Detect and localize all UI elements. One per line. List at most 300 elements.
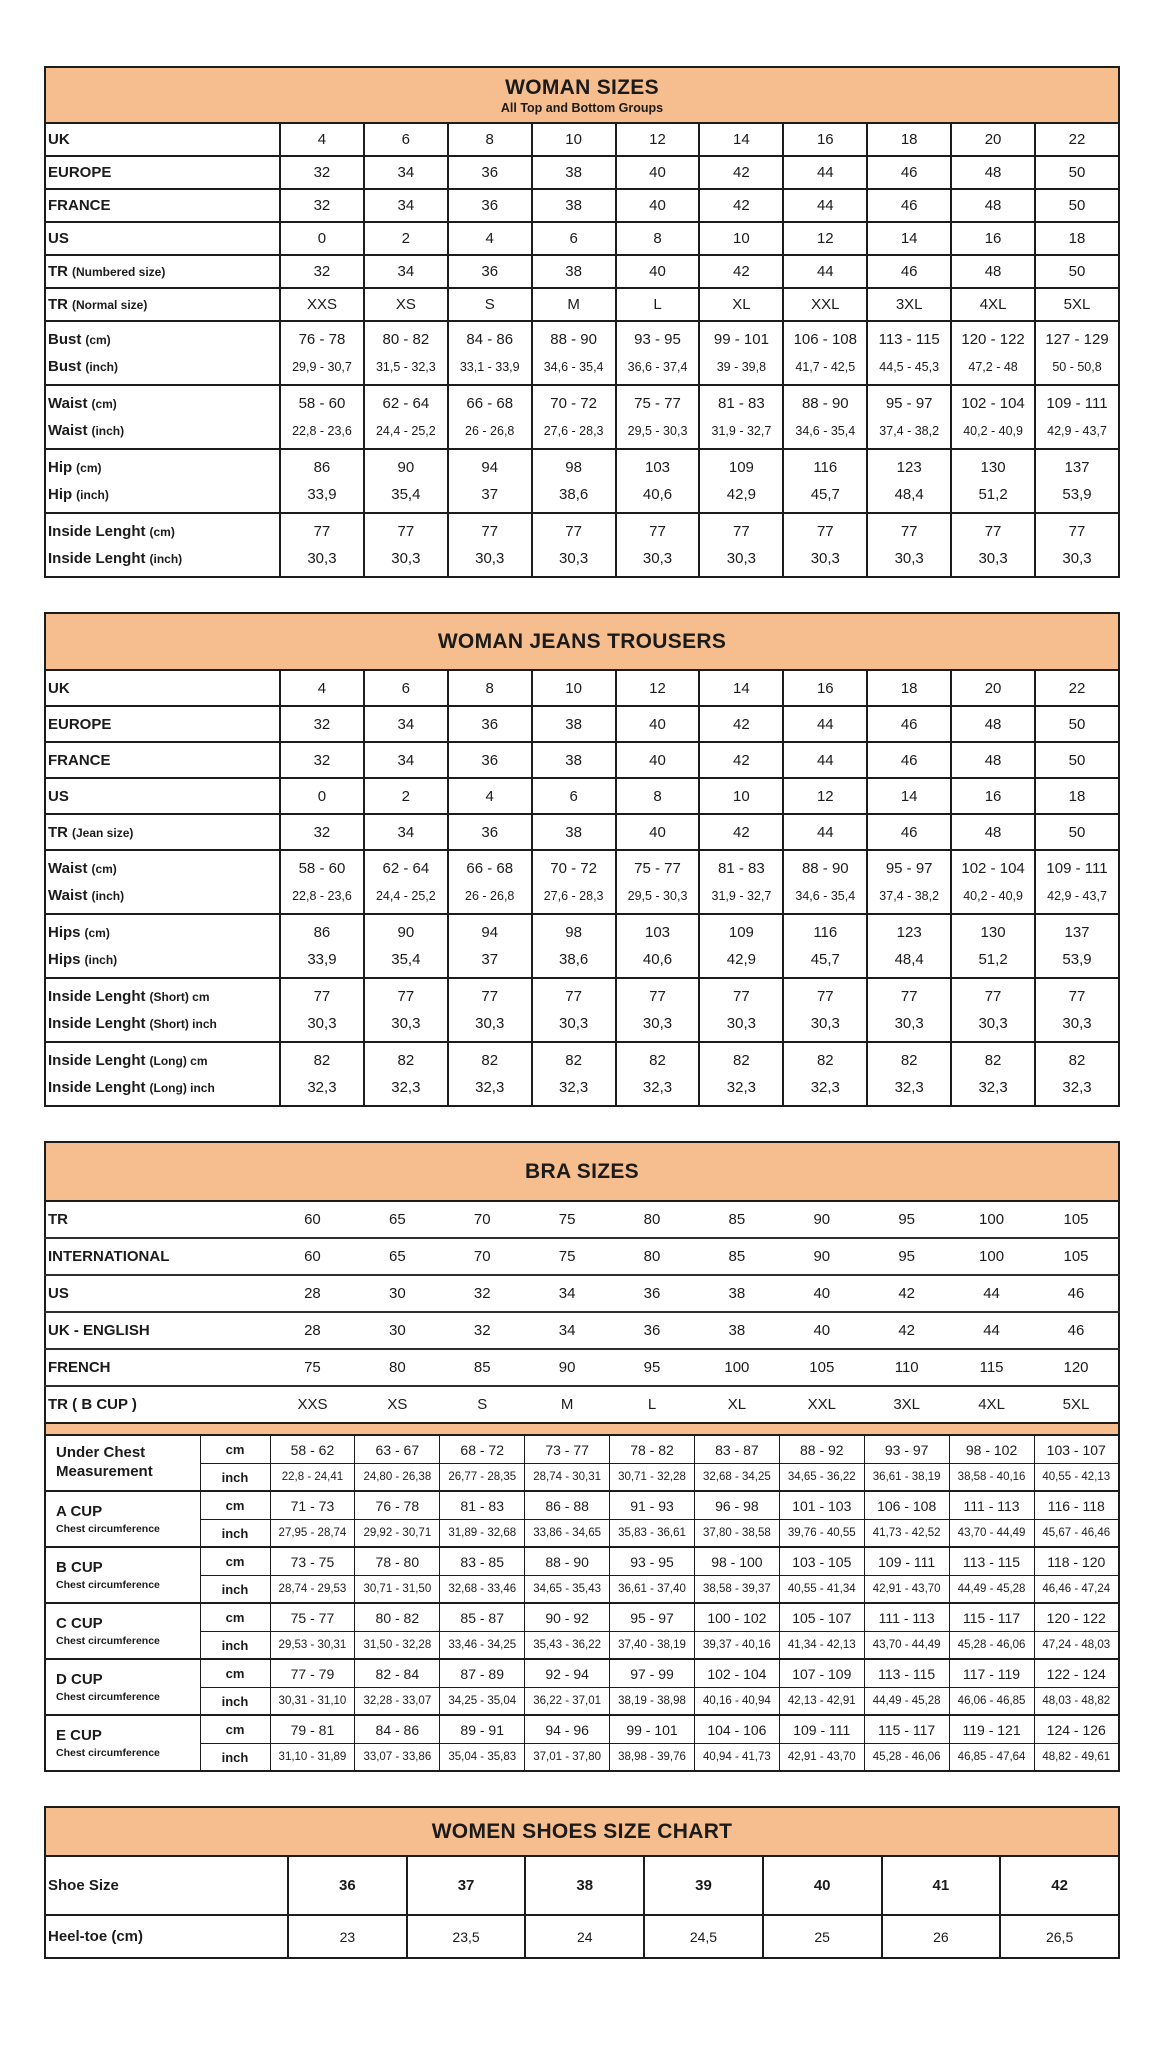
size-value: 42,91 - 43,70 — [864, 1576, 949, 1604]
size-value: 44 — [783, 156, 867, 189]
row-label — [45, 123, 280, 156]
size-value: 27,6 - 28,3 — [532, 417, 616, 449]
size-value: 32,3 — [280, 1074, 364, 1106]
size-value: 77 — [364, 978, 448, 1010]
size-value: 98 - 100 — [694, 1547, 779, 1576]
row-label-note: (inch) — [91, 424, 125, 438]
row-label-text: TR — [48, 1211, 68, 1228]
size-value: 89 - 91 — [440, 1715, 525, 1744]
size-value: 25 — [763, 1915, 882, 1958]
row-label — [45, 1312, 270, 1349]
size-value: 32 — [280, 189, 364, 222]
size-value: 32 — [280, 814, 364, 850]
size-value: 93 - 95 — [610, 1547, 695, 1576]
size-value: 115 - 117 — [864, 1715, 949, 1744]
size-value: 38 — [532, 742, 616, 778]
woman-sizes-grid — [44, 122, 1120, 578]
size-value: 44,5 - 45,3 — [867, 353, 951, 385]
size-value: 31,9 - 32,7 — [699, 882, 783, 914]
table-row — [45, 1042, 1119, 1074]
size-value: XS — [387, 1396, 408, 1413]
table-row — [45, 1915, 1119, 1958]
size-value: 58 - 60 — [280, 850, 364, 882]
size-value: 36,6 - 37,4 — [616, 353, 700, 385]
size-value: 30,3 — [280, 545, 364, 577]
table-row — [45, 706, 1119, 742]
size-value: 75 - 77 — [616, 850, 700, 882]
size-value: 65 — [388, 1211, 406, 1228]
table-row — [45, 882, 1119, 914]
size-value: 31,10 - 31,89 — [270, 1744, 355, 1772]
women-shoes-size-chart-table — [44, 1806, 1120, 1959]
size-value: 86 — [280, 449, 364, 481]
cup-label-sublabel: Chest circumference — [56, 1578, 160, 1591]
size-value: 30,3 — [364, 545, 448, 577]
size-value: XS — [364, 288, 448, 321]
size-value: 116 — [783, 914, 867, 946]
size-value: 42 — [699, 189, 783, 222]
woman-sizes-header — [44, 66, 1120, 122]
size-value: 40 — [616, 156, 700, 189]
size-value: 20 — [951, 123, 1035, 156]
size-value: 109 — [699, 914, 783, 946]
size-value: 30,3 — [783, 545, 867, 577]
size-value: 43,70 - 44,49 — [949, 1520, 1034, 1548]
size-value: 77 — [280, 978, 364, 1010]
women-shoes-size-chart-header — [44, 1806, 1120, 1855]
size-value: 38 — [532, 156, 616, 189]
size-value: 29,9 - 30,7 — [280, 353, 364, 385]
size-value: 80 — [388, 1359, 406, 1376]
unit-label: inch — [200, 1576, 270, 1604]
size-value: 82 — [616, 1042, 700, 1074]
size-value: 116 — [783, 449, 867, 481]
size-value: 85 — [728, 1211, 746, 1228]
table-row — [45, 1744, 1119, 1772]
table-row — [45, 353, 1119, 385]
size-value: 26 - 26,8 — [448, 882, 532, 914]
size-value: 77 — [448, 978, 532, 1010]
size-value: 45,7 — [783, 946, 867, 978]
cup-label-text: A CUP — [56, 1503, 103, 1521]
size-value: S — [477, 1396, 488, 1413]
size-value: 124 - 126 — [1034, 1715, 1119, 1744]
cup-label-text: Under Chest Measurement — [56, 1444, 153, 1480]
size-value: 77 - 79 — [270, 1659, 355, 1688]
row-label-text: Inside Lenght — [48, 523, 146, 540]
size-value: 32 — [280, 156, 364, 189]
size-value: 36 — [448, 814, 532, 850]
row-label-note: (cm) — [84, 926, 110, 940]
size-value: 70 - 72 — [532, 850, 616, 882]
size-value: 99 - 101 — [699, 321, 783, 353]
size-value: 44 — [983, 1285, 1000, 1302]
size-value: 48 — [951, 706, 1035, 742]
table-row — [45, 1520, 1119, 1548]
size-value: 10 — [532, 670, 616, 706]
size-value: 30,3 — [616, 1010, 700, 1042]
table-row — [45, 742, 1119, 778]
size-value: 48 — [951, 255, 1035, 288]
size-value: 4XL — [978, 1396, 1005, 1413]
cup-label — [45, 1547, 200, 1603]
size-value: 36 — [643, 1285, 661, 1302]
size-value: 78 - 80 — [355, 1547, 440, 1576]
size-value: 77 — [616, 978, 700, 1010]
size-value: 12 — [616, 670, 700, 706]
size-value: 81 - 83 — [699, 385, 783, 417]
size-value: 77 — [699, 978, 783, 1010]
size-value: 94 — [448, 914, 532, 946]
table-row — [45, 1659, 1119, 1688]
row-label — [45, 742, 280, 778]
size-value: 4 — [280, 123, 364, 156]
size-value: 5XL — [1062, 1396, 1090, 1413]
size-value: 104 - 106 — [694, 1715, 779, 1744]
size-value: 127 - 129 — [1035, 321, 1119, 353]
row-label — [45, 353, 280, 385]
row-label — [45, 156, 280, 189]
size-value: 10 — [699, 778, 783, 814]
unit-label: inch — [200, 1688, 270, 1716]
unit-label: cm — [200, 1435, 270, 1464]
size-value: 34,6 - 35,4 — [532, 353, 616, 385]
size-value: 106 - 108 — [864, 1491, 949, 1520]
size-value: 46,85 - 47,64 — [949, 1744, 1034, 1772]
size-value: 50 - 50,8 — [1035, 353, 1119, 385]
size-value: 30,3 — [951, 1010, 1035, 1042]
size-value: 109 — [699, 449, 783, 481]
size-value: 88 - 90 — [532, 321, 616, 353]
size-value: 100 - 102 — [694, 1603, 779, 1632]
row-label — [45, 914, 280, 946]
size-value: 77 — [1035, 978, 1119, 1010]
size-value: 36,22 - 37,01 — [525, 1688, 610, 1716]
bra-sizes-grid — [44, 1200, 1120, 1772]
size-value: 48,4 — [867, 481, 951, 513]
size-value: 88 - 90 — [783, 850, 867, 882]
size-value: 6 — [364, 123, 448, 156]
size-value: 14 — [699, 670, 783, 706]
size-value: 30,3 — [364, 1010, 448, 1042]
size-value: 115 — [979, 1359, 1004, 1376]
size-value: 32,28 - 33,07 — [355, 1688, 440, 1716]
size-value: 109 - 111 — [779, 1715, 864, 1744]
size-value: 23 — [288, 1915, 407, 1958]
size-value: 40,16 - 40,94 — [694, 1688, 779, 1716]
size-value: 82 — [783, 1042, 867, 1074]
row-label — [45, 978, 280, 1010]
size-value: 31,9 - 32,7 — [699, 417, 783, 449]
size-value: M — [532, 288, 616, 321]
row-label — [45, 1275, 270, 1312]
women-shoes-size-chart-grid — [44, 1855, 1120, 1959]
size-value: 26,77 - 28,35 — [440, 1464, 525, 1492]
size-value: 84 - 86 — [448, 321, 532, 353]
size-value: 50 — [1035, 156, 1119, 189]
size-value: 38,98 - 39,76 — [610, 1744, 695, 1772]
size-value: 123 — [867, 449, 951, 481]
size-value: 120 — [1063, 1359, 1089, 1376]
size-value: 85 — [728, 1248, 746, 1265]
size-value: 92 - 94 — [525, 1659, 610, 1688]
size-value: 32,3 — [699, 1074, 783, 1106]
size-value: 44 — [783, 814, 867, 850]
size-value: 32,68 - 34,25 — [694, 1464, 779, 1492]
size-value: 102 - 104 — [951, 385, 1035, 417]
size-value: 14 — [699, 123, 783, 156]
size-value: 50 — [1035, 814, 1119, 850]
row-label-text: US — [48, 787, 69, 805]
size-value: 47,24 - 48,03 — [1034, 1632, 1119, 1660]
size-value: 3XL — [867, 288, 951, 321]
cup-label-sublabel: Chest circumference — [56, 1634, 160, 1647]
row-label-text: FRANCE — [48, 751, 111, 769]
size-value: 36 — [448, 706, 532, 742]
size-value: 33,1 - 33,9 — [448, 353, 532, 385]
size-value: 37 — [448, 946, 532, 978]
size-value: 40,55 - 41,34 — [779, 1576, 864, 1604]
size-value: 105 — [1063, 1248, 1089, 1265]
size-value: XXL — [807, 1396, 836, 1413]
unit-label: cm — [200, 1659, 270, 1688]
size-value: 50 — [1035, 706, 1119, 742]
table-row — [45, 481, 1119, 513]
table-row — [45, 1312, 1119, 1349]
size-value: 34 — [364, 156, 448, 189]
size-value: 46 — [867, 814, 951, 850]
woman-jeans-trousers-header — [44, 612, 1120, 669]
row-label — [45, 481, 280, 513]
size-value: 115 - 117 — [949, 1603, 1034, 1632]
size-value: 48 — [951, 189, 1035, 222]
size-value: 40 — [616, 814, 700, 850]
cup-label-text: D CUP — [56, 1671, 103, 1689]
size-value: 77 — [448, 513, 532, 545]
unit-label: inch — [200, 1520, 270, 1548]
size-value: 16 — [783, 670, 867, 706]
size-value: 80 — [643, 1211, 661, 1228]
size-value: 33,9 — [280, 946, 364, 978]
size-value: 50 — [1035, 742, 1119, 778]
size-value: 30,71 - 32,28 — [610, 1464, 695, 1492]
size-value: 6 — [532, 222, 616, 255]
size-value: 77 — [532, 513, 616, 545]
size-value: 77 — [951, 978, 1035, 1010]
size-value: 77 — [1035, 513, 1119, 545]
size-value: 42 — [1000, 1856, 1119, 1915]
size-value: 113 - 115 — [864, 1659, 949, 1688]
table-title: WOMAN SIZES — [505, 76, 659, 99]
size-value: 38 — [728, 1285, 746, 1302]
size-value: M — [560, 1396, 574, 1413]
row-label-text: TR — [48, 263, 68, 280]
size-value: 22 — [1035, 670, 1119, 706]
row-label-note: (Numbered size) — [72, 265, 166, 279]
row-label-text: Hip — [48, 459, 73, 476]
size-value: 82 - 84 — [355, 1659, 440, 1688]
size-value: 82 — [532, 1042, 616, 1074]
row-label — [45, 1238, 270, 1275]
size-value: 46 — [1067, 1322, 1085, 1339]
table-row — [45, 914, 1119, 946]
row-label-note: (Short) cm — [149, 990, 210, 1004]
row-label-note: (cm) — [91, 397, 117, 411]
size-value: 14 — [867, 778, 951, 814]
size-value: 42,9 — [699, 481, 783, 513]
size-value: 44,49 - 45,28 — [864, 1688, 949, 1716]
row-label — [45, 385, 280, 417]
size-value: 44 — [783, 706, 867, 742]
table-row — [45, 1386, 1119, 1423]
size-value: 98 - 102 — [949, 1435, 1034, 1464]
size-value: 40 — [616, 189, 700, 222]
table-row — [45, 1603, 1119, 1632]
size-value: S — [448, 288, 532, 321]
size-value: 39,37 - 40,16 — [694, 1632, 779, 1660]
size-value: 22 — [1035, 123, 1119, 156]
size-value: 22,8 - 23,6 — [280, 882, 364, 914]
size-value: 102 - 104 — [951, 850, 1035, 882]
size-value: 30,3 — [951, 545, 1035, 577]
size-value: 34 — [558, 1285, 576, 1302]
size-value: 111 - 113 — [864, 1603, 949, 1632]
size-value: 30,3 — [532, 1010, 616, 1042]
row-label — [45, 946, 280, 978]
size-value: 40,94 - 41,73 — [694, 1744, 779, 1772]
table-row — [45, 385, 1119, 417]
size-value: 97 - 99 — [610, 1659, 695, 1688]
size-value: 38 — [525, 1856, 644, 1915]
row-label-text: Waist — [48, 887, 88, 904]
unit-label: cm — [200, 1715, 270, 1744]
row-label-text: Waist — [48, 860, 88, 877]
size-value: 20 — [951, 670, 1035, 706]
size-value: 77 — [280, 513, 364, 545]
size-value: 42 — [699, 706, 783, 742]
row-label-text: Inside Lenght — [48, 988, 146, 1005]
size-value: 39 - 39,8 — [699, 353, 783, 385]
size-value: 93 - 97 — [864, 1435, 949, 1464]
size-value: 100 — [724, 1359, 750, 1376]
size-value: 44 — [983, 1322, 1000, 1339]
size-value: 40 — [763, 1856, 882, 1915]
cup-label-text: E CUP — [56, 1727, 102, 1745]
size-value: 94 — [448, 449, 532, 481]
table-row — [45, 288, 1119, 321]
size-value: 37,01 - 37,80 — [525, 1744, 610, 1772]
size-value: 42 — [699, 255, 783, 288]
row-label-text: Inside Lenght — [48, 550, 146, 567]
table-row — [45, 1349, 1119, 1386]
size-value: 42 — [898, 1322, 916, 1339]
size-value: 45,67 - 46,46 — [1034, 1520, 1119, 1548]
size-value: 36 — [643, 1322, 661, 1339]
size-value: 34,6 - 35,4 — [783, 417, 867, 449]
size-value: 32,3 — [867, 1074, 951, 1106]
size-value: 85 - 87 — [440, 1603, 525, 1632]
row-label — [45, 189, 280, 222]
size-value: 34,65 - 35,43 — [525, 1576, 610, 1604]
size-value: 101 - 103 — [779, 1491, 864, 1520]
size-value: 24,4 - 25,2 — [364, 417, 448, 449]
size-value: 42,9 — [699, 946, 783, 978]
size-value: 120 - 122 — [951, 321, 1035, 353]
size-value: 90 — [813, 1248, 831, 1265]
size-value: 51,2 — [951, 946, 1035, 978]
size-value: 75 — [558, 1211, 576, 1228]
size-value: 8 — [448, 123, 532, 156]
size-value: 35,4 — [364, 946, 448, 978]
table-row — [45, 321, 1119, 353]
size-value: 32 — [473, 1285, 491, 1302]
size-value: 38 — [728, 1322, 746, 1339]
size-value: 90 — [364, 914, 448, 946]
size-value: 34 — [364, 814, 448, 850]
size-value: 93 - 95 — [616, 321, 700, 353]
size-value: 80 - 82 — [364, 321, 448, 353]
table-row — [45, 1547, 1119, 1576]
table-row — [45, 778, 1119, 814]
size-value: 42,9 - 43,7 — [1035, 417, 1119, 449]
row-label-text: Waist — [48, 422, 88, 439]
size-value: 34 — [364, 255, 448, 288]
size-value: 42,91 - 43,70 — [779, 1744, 864, 1772]
size-value: 98 — [532, 914, 616, 946]
size-value: 37 — [407, 1856, 526, 1915]
size-value: 36,61 - 38,19 — [864, 1464, 949, 1492]
size-value: 75 - 77 — [616, 385, 700, 417]
size-value: 32,3 — [616, 1074, 700, 1106]
size-value: 2 — [364, 778, 448, 814]
size-value: 76 - 78 — [280, 321, 364, 353]
cup-label — [45, 1491, 200, 1547]
row-label-text: Bust — [48, 358, 82, 375]
row-label-text: Heel-toe (cm) — [48, 1928, 144, 1945]
size-value: 111 - 113 — [949, 1491, 1034, 1520]
row-label — [45, 449, 280, 481]
size-value: 46 — [867, 706, 951, 742]
size-value: 103 — [616, 914, 700, 946]
table-row — [45, 123, 1119, 156]
size-value: 41,73 - 42,52 — [864, 1520, 949, 1548]
size-value: 36 — [448, 189, 532, 222]
size-value: 24 — [525, 1915, 644, 1958]
size-value: 35,04 - 35,83 — [440, 1744, 525, 1772]
size-value: 8 — [448, 670, 532, 706]
size-value: 48,03 - 48,82 — [1034, 1688, 1119, 1716]
row-label-text: Shoe Size — [48, 1877, 119, 1894]
size-value: 40 — [616, 706, 700, 742]
size-value: 45,28 - 46,06 — [864, 1744, 949, 1772]
size-value: 42 — [699, 156, 783, 189]
row-label-note: (Long) cm — [149, 1054, 208, 1068]
size-value: 60 — [304, 1248, 321, 1265]
woman-jeans-trousers-grid — [44, 669, 1120, 1107]
size-value: 30,3 — [280, 1010, 364, 1042]
row-label — [45, 1915, 288, 1958]
table-row — [45, 1435, 1119, 1464]
size-value: 73 - 77 — [525, 1435, 610, 1464]
row-label-text: FRANCE — [48, 197, 111, 214]
size-value: 4 — [280, 670, 364, 706]
row-label-text: FRENCH — [48, 1359, 111, 1376]
size-value: 38 — [532, 255, 616, 288]
cup-label-sublabel: Chest circumference — [56, 1746, 160, 1759]
woman-jeans-trousers-table — [44, 612, 1120, 1107]
size-value: 40 — [616, 255, 700, 288]
row-label — [45, 222, 280, 255]
